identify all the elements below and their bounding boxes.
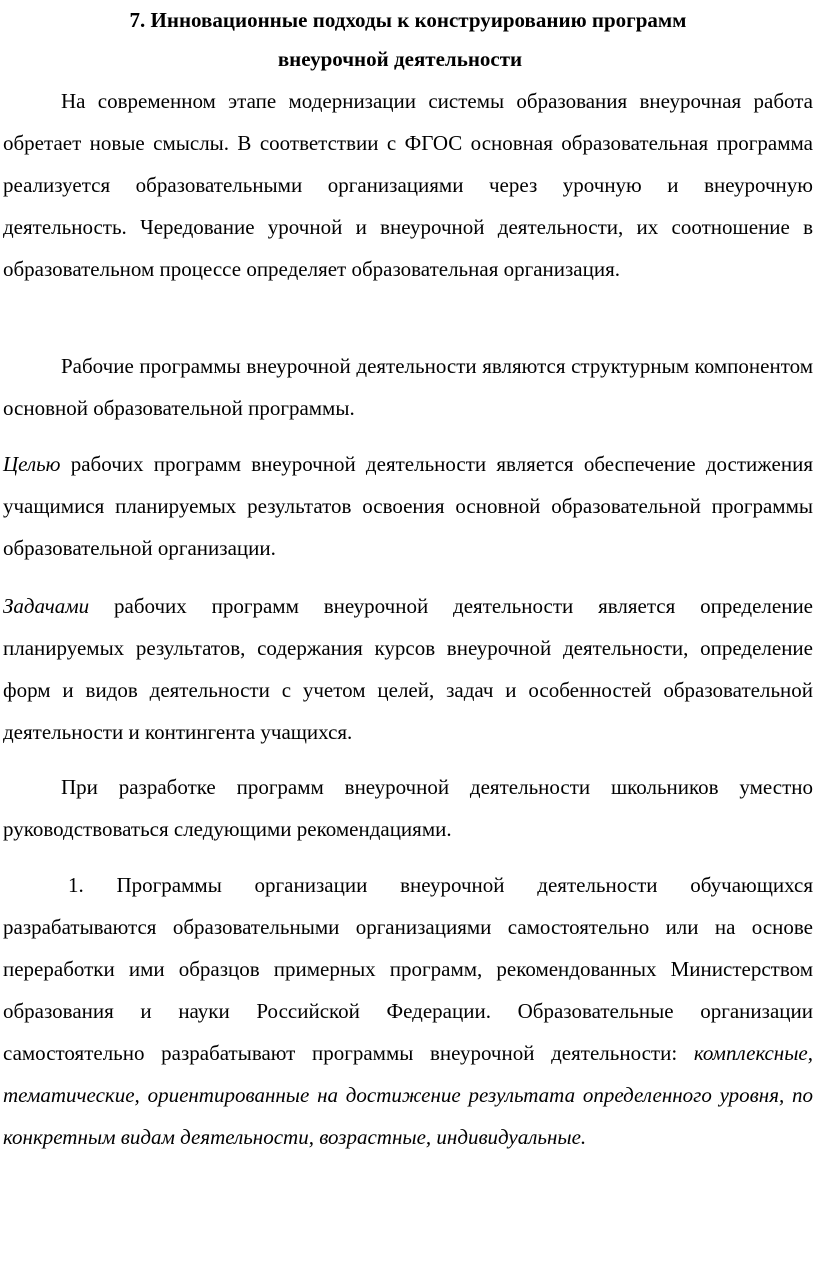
tasks-term: Задачами — [3, 594, 90, 618]
recommendation-1-text: 1. Программы организации внеурочной деятельности обучающихся разрабатываются образовательными организациями самостоятельно или на основе переработки ими образцов примерных программ, рекомендованных Министерством образования и науки Российской Федерации. Образовательные организации самостоятельно разрабатывают программы внеурочной деятельности: — [3, 873, 813, 1065]
paragraph-modernization: На современном этапе модернизации системы образования внеурочная работа обретает новые смыслы. В соответствии с ФГОС основная образовательная программа реализуется образовательными организациями через урочную и внеурочную деятельность. Чередование урочной и внеурочной деятельности, их соотношение в образовательном процессе определяет образовательная организация. — [3, 89, 813, 281]
paragraph-work-programs: Рабочие программы внеурочной деятельности являются структурным компонентом основной образовательной программы. — [3, 354, 813, 420]
paragraph-recommendation-1 — [3, 864, 813, 1158]
goal-text: рабочих программ внеурочной деятельности является обеспечение достижения учащимися планируемых результатов освоения основной образовательной программы образовательной организации. — [3, 452, 813, 560]
paragraph-tasks — [3, 585, 813, 753]
heading-line-1: 7. Инновационные подходы к конструированию программ — [129, 8, 687, 32]
paragraph-goal — [3, 443, 813, 569]
paragraph-recommendations-intro: При разработке программ внеурочной деятельности школьников уместно руководствоваться следующими рекомендациями. — [3, 775, 813, 841]
heading-line-2: внеурочной деятельности — [277, 47, 523, 71]
goal-term: Целью — [3, 452, 61, 476]
tasks-text: рабочих программ внеурочной деятельности является определение планируемых результатов, содержания курсов внеурочной деятельности, определение форм и видов деятельности с учетом целей, задач и особенностей образовательной деятельности и контингента учащихся. — [3, 594, 813, 744]
recommendation-1-program-types: комплексные, тематические, ориентированные на достижение результата определенного уровня, по конкретным видам деятельности, возрастные, индивидуальные. — [3, 1041, 813, 1149]
